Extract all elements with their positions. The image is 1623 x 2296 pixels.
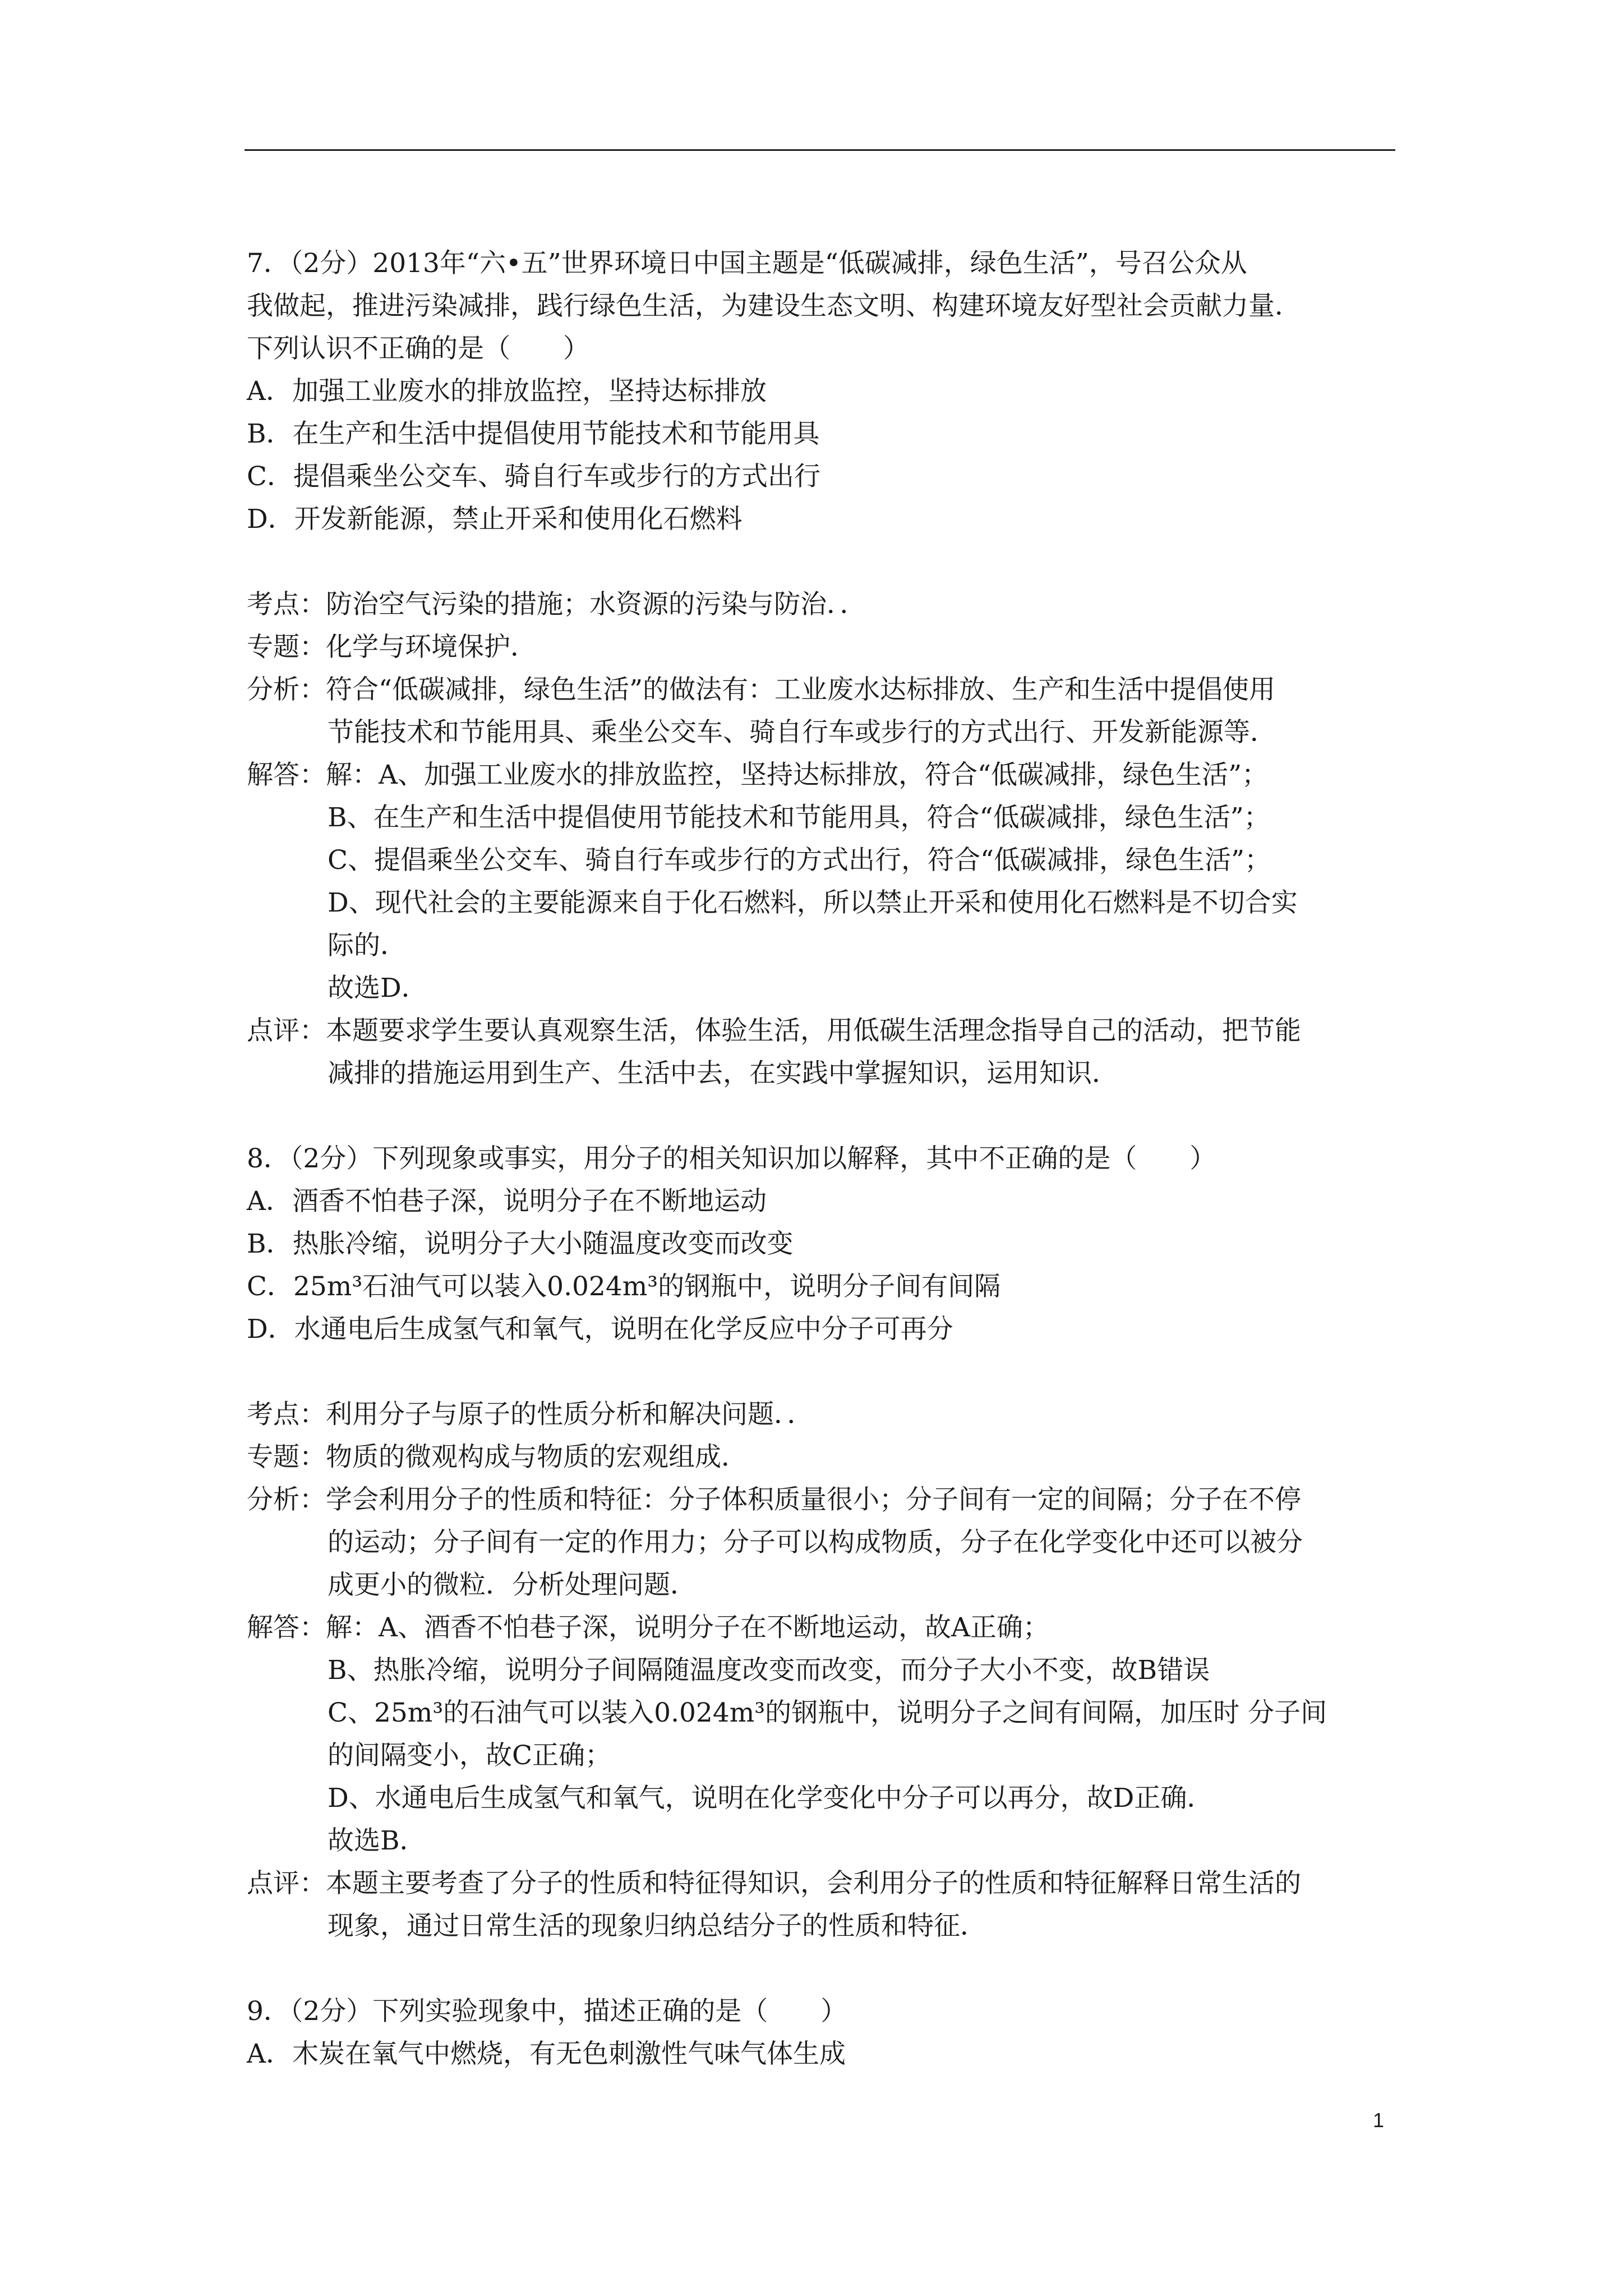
q8-dianping-line-2: 现象，通过日常生活的现象归纳总结分子的性质和特征． xyxy=(328,1911,986,1941)
q7-jieda-line-6: 故选D． xyxy=(328,973,428,1004)
q8-fenxi-line-2: 的运动；分子间有一定的作用力；分子可以构成物质，分子在化学变化中还可以被分 xyxy=(328,1527,1303,1558)
q8-fenxi-line-3: 成更小的微粒．分析处理问题． xyxy=(328,1570,697,1600)
q8-fenxi-line-1: 分析：学会利用分子的性质和特征：分子体积质量很小；分子间有一定的间隔；分子在不停 xyxy=(247,1484,1301,1515)
q8-kaodian: 考点：利用分子与原子的性质分析和解决问题．． xyxy=(247,1399,814,1430)
q7-stem-line-2: 我做起，推进污染减排，践行绿色生活，为建设生态文明、构建环境友好型社会贡献力量． xyxy=(247,291,1301,321)
q8-jieda-line-2: B、热胀冷缩，说明分子间隔随温度改变而改变，而分子大小不变，故B错误 xyxy=(328,1655,1210,1686)
page-number: 1 xyxy=(1373,2109,1385,2132)
q8-jieda-line-4: 的间隔变小，故C正确； xyxy=(328,1740,611,1771)
q7-stem-line-1: 7．（2分）2013年“六•五”世界环境日中国主题是“低碳减排，绿色生活”，号召公众从 xyxy=(247,248,1247,279)
q7-jieda-line-3: C、提倡乘坐公交车、骑自行车或步行的方式出行，符合“低碳减排，绿色生活”； xyxy=(328,845,1271,876)
q8-option-a: A．酒香不怕巷子深，说明分子在不断地运动 xyxy=(247,1186,767,1217)
q8-jieda-line-5: D、水通电后生成氢气和氧气，说明在化学变化中分子可以再分，故D正确． xyxy=(328,1783,1214,1814)
q8-stem-line-1: 8．（2分）下列现象或事实，用分子的相关知识加以解释，其中不正确的是（ ） xyxy=(247,1143,1216,1174)
q7-kaodian: 考点：防治空气污染的措施；水资源的污染与防治．． xyxy=(247,589,866,620)
q8-option-b: B．热胀冷缩，说明分子大小随温度改变而改变 xyxy=(247,1228,794,1259)
q8-jieda-line-3: C、25m³的石油气可以装入0.024m³的钢瓶中，说明分子之间有间隔，加压时 分子间 xyxy=(328,1697,1327,1728)
q8-zhuanti: 专题：物质的微观构成与物质的宏观组成． xyxy=(247,1442,748,1473)
q7-jieda-line-1: 解答：解：A、加强工业废水的排放监控，坚持达标排放，符合“低碳减排，绿色生活”； xyxy=(247,760,1268,790)
q7-fenxi-line-2: 节能技术和节能用具、乘坐公交车、骑自行车或步行的方式出行、开发新能源等． xyxy=(328,717,1276,748)
q8-option-d: D．水通电后生成氢气和氧气，说明在化学反应中分子可再分 xyxy=(247,1314,953,1345)
q9-stem-line-1: 9．（2分）下列实验现象中，描述正确的是（ ） xyxy=(247,1996,847,2027)
q8-jieda-line-1: 解答：解：A、酒香不怕巷子深，说明分子在不断地运动，故A正确； xyxy=(247,1612,1049,1643)
header-rule xyxy=(245,149,1395,151)
q7-option-c: C．提倡乘坐公交车、骑自行车或步行的方式出行 xyxy=(247,461,820,492)
q7-jieda-line-2: B、在生产和生活中提倡使用节能技术和节能用具，符合“低碳减排，绿色生活”； xyxy=(328,802,1270,833)
q7-fenxi-line-1: 分析：符合“低碳减排，绿色生活”的做法有：工业废水达标排放、生产和生活中提倡使用 xyxy=(247,674,1276,705)
q7-option-a: A．加强工业废水的排放监控，坚持达标排放 xyxy=(247,376,767,407)
q7-option-b: B．在生产和生活中提倡使用节能技术和节能用具 xyxy=(247,418,820,449)
q7-jieda-line-5: 际的． xyxy=(328,930,407,961)
q9-option-a: A．木炭在氧气中燃烧，有无色刺激性气味气体生成 xyxy=(247,2039,846,2069)
q7-stem-line-3: 下列认识不正确的是（ ） xyxy=(247,333,589,364)
q7-jieda-line-4: D、现代社会的主要能源来自于化石燃料，所以禁止开采和使用化石燃料是不切合实 xyxy=(328,887,1298,918)
q8-option-c: C．25m³石油气可以装入0.024m³的钢瓶中，说明分子间有间隔 xyxy=(247,1271,1001,1302)
q7-zhuanti: 专题：化学与环境保护． xyxy=(247,632,537,662)
q7-dianping-line-1: 点评：本题要求学生要认真观察生活，体验生活，用低碳生活理念指导自己的活动，把节能 xyxy=(247,1015,1301,1046)
q7-option-d: D．开发新能源，禁止开采和使用化石燃料 xyxy=(247,504,743,535)
q8-dianping-line-1: 点评：本题主要考查了分子的性质和特征得知识，会利用分子的性质和特征解释日常生活的 xyxy=(247,1868,1301,1899)
q8-jieda-line-6: 故选B． xyxy=(328,1825,426,1856)
q7-dianping-line-2: 减排的措施运用到生产、生活中去，在实践中掌握知识，运用知识． xyxy=(328,1058,1118,1089)
